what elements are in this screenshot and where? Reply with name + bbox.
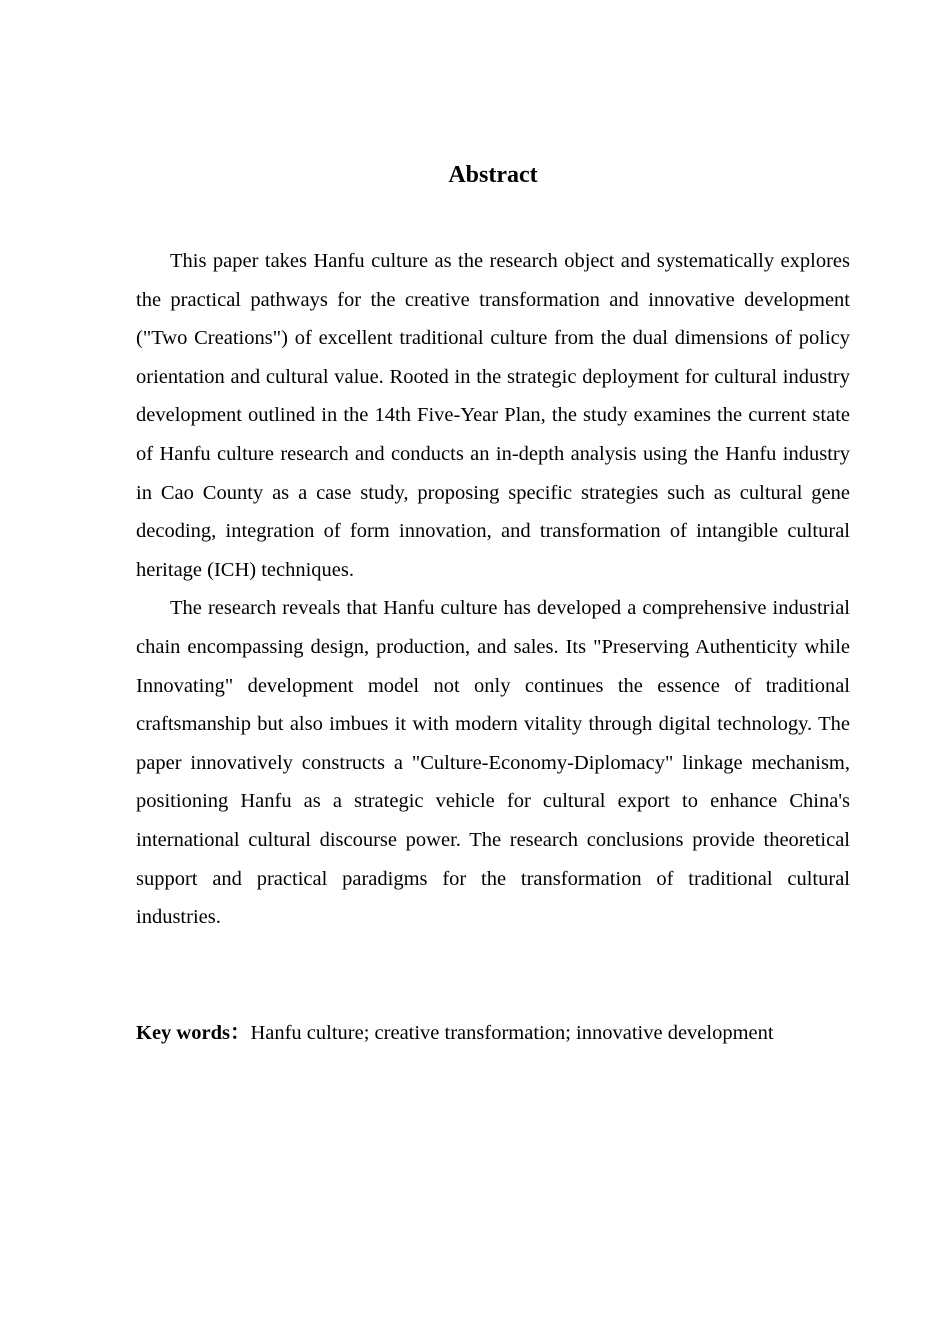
keywords-label: Key words [136, 1022, 230, 1044]
abstract-paragraph-2: The research reveals that Hanfu culture has developed a comprehensive industrial chain encompassing design, production, and sales. Its "Preserving Authenticity while Innovating" development model not only continues the essence of traditional craftsmanship but also imbues it with modern vitality through digital technology. The paper innovatively constructs a "Culture-Economy-Diplomacy" linkage mechanism, positioning Hanfu as a strategic vehicle for cultural export to enhance China's international cultural discourse power. The research conclusions provide theoretical support and practical paradigms for the transformation of traditional cultural industries. [136, 597, 850, 929]
keywords-separator: ： [229, 1022, 251, 1044]
keywords-line [136, 1014, 896, 1053]
abstract-body [136, 242, 850, 937]
abstract-paragraph-1: This paper takes Hanfu culture as the research object and systematically explores the practical pathways for the creative transformation and innovative development ("Two Creations") of excellent traditional culture from the dual dimensions of policy orientation and cultural value. Rooted in the strategic deployment for cultural industry development outlined in the 14th Five-Year Plan, the study examines the current state of Hanfu culture research and conducts an in-depth analysis using the Hanfu industry in Cao County as a case study, proposing specific strategies such as cultural gene decoding, integration of form innovation, and transformation of intangible cultural heritage (ICH) techniques. [136, 250, 850, 581]
keywords-value: Hanfu culture; creative transformation; innovative development [250, 1022, 774, 1044]
abstract-title: Abstract [448, 162, 538, 188]
